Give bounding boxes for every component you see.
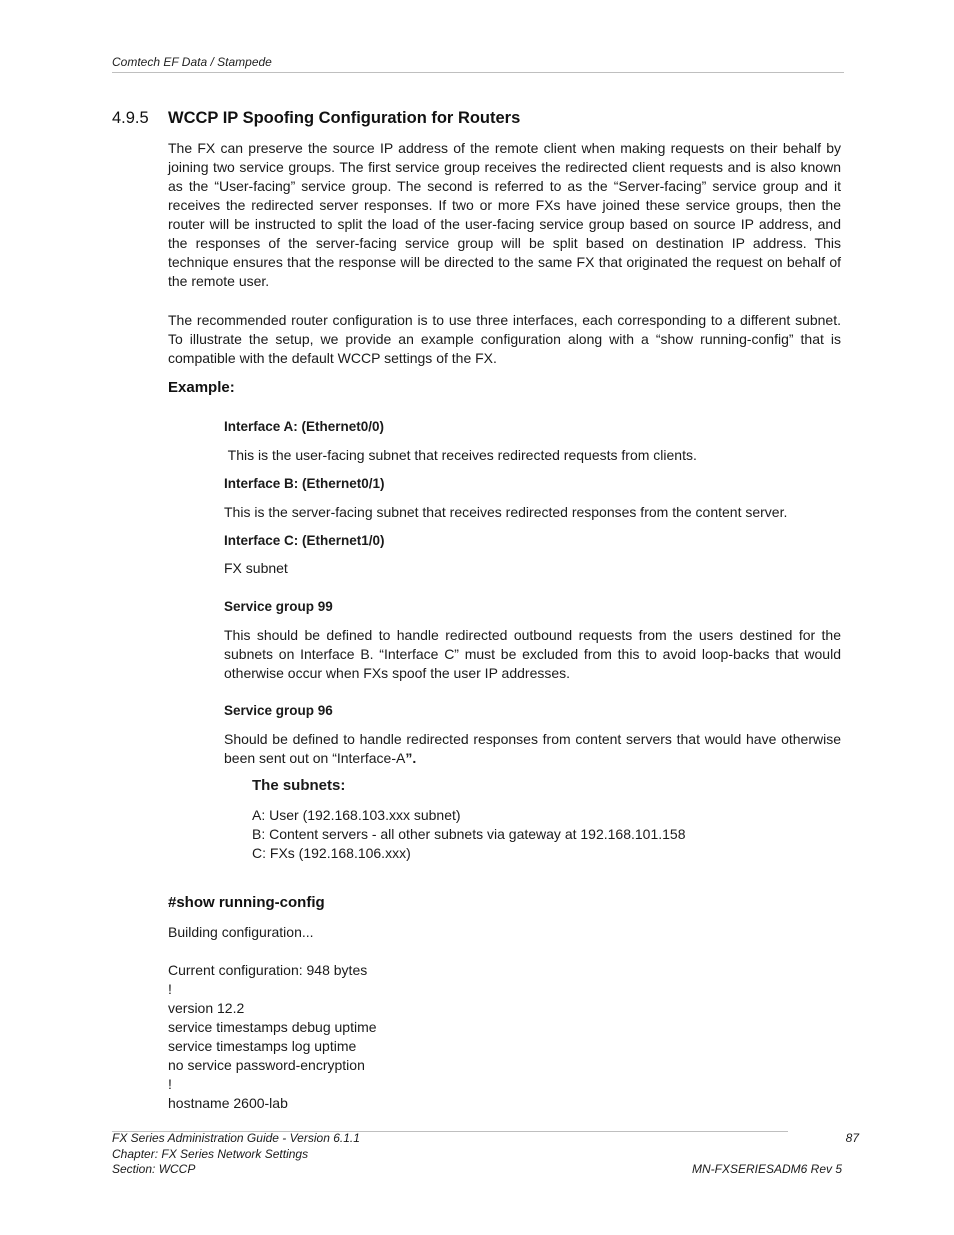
service-group-96-closing: ”.	[405, 750, 417, 766]
intro-paragraph: The FX can preserve the source IP address of the remote client when making requests on their behalf by joining two service groups. The first service group receives the redirected client requests and is also known as the “User-facing” service group. The second is referred to as the “Server-facing” service group and it receives the redirected server responses. If two or more FXs have joined these service groups, then the router will be instructed to split the load of the user-facing service group based on source IP address, and the responses of the server-facing service group will be split based on destination IP address. This technique ensures that the response will be directed to the same FX that originated the request on behalf of the remote user.	[168, 140, 841, 289]
document-id: MN-FXSERIESADM6 Rev 5	[691, 1162, 842, 1176]
footer-guide: FX Series Administration Guide - Version 6.1.1	[112, 1131, 360, 1145]
config-listing	[168, 923, 377, 1113]
service-group-96-title: Service group 96	[224, 703, 333, 718]
subnet-item: A: User (192.168.103.xxx subnet)	[252, 807, 461, 823]
service-group-99-title: Service group 99	[224, 599, 333, 614]
example-label: Example:	[168, 379, 235, 396]
config-line: Building configuration...	[168, 924, 314, 940]
setup-paragraph: The recommended router configuration is to use three interfaces, each corresponding to a different subnet. To illustrate the setup, we provide an example configuration along with a “show running-config” that is compatible with the default WCCP settings of the FX.	[168, 312, 841, 366]
footer-info	[112, 1131, 360, 1178]
section-heading	[112, 109, 520, 128]
config-line: !	[168, 1076, 172, 1092]
config-line	[168, 942, 377, 961]
subnet-item: C: FXs (192.168.106.xxx)	[252, 845, 411, 861]
config-line: version 12.2	[168, 1000, 245, 1016]
config-line: service timestamps log uptime	[168, 1038, 357, 1054]
service-group-96-text: Should be defined to handle redirected responses from content servers that would have otherwise been sent out on “Interface-A	[224, 731, 841, 766]
interface-b-title: Interface B: (Ethernet0/1)	[224, 476, 385, 491]
section-title: WCCP IP Spoofing Configuration for Routers	[168, 109, 521, 127]
running-header: Comtech EF Data / Stampede	[112, 55, 272, 69]
config-line: !	[168, 981, 172, 997]
interface-b-desc: This is the server-facing subnet that receives redirected responses from the content server.	[224, 504, 788, 520]
header-divider	[112, 72, 844, 73]
config-line: service timestamps debug uptime	[168, 1019, 377, 1035]
config-line: Current configuration: 948 bytes	[168, 962, 368, 978]
footer-chapter: Chapter: FX Series Network Settings	[112, 1146, 309, 1161]
subnet-item: B: Content servers - all other subnets via gateway at 192.168.101.158	[252, 826, 686, 842]
config-line: hostname 2600-lab	[168, 1095, 288, 1111]
section-number: 4.9.5	[112, 109, 149, 127]
show-running-config-label: #show running-config	[168, 894, 325, 911]
subnets-label: The subnets:	[252, 777, 346, 794]
interface-c-desc: FX subnet	[224, 560, 288, 576]
page-number: 87	[845, 1131, 859, 1145]
subnet-list	[252, 806, 686, 863]
service-group-99-desc: This should be defined to handle redirected outbound requests from the users destined for the subnets on Interface B. “Interface C” must be excluded from this to avoid loop-backs that would otherwise occur when FXs spoof the user IP addresses.	[224, 627, 841, 681]
interface-a-title: Interface A: (Ethernet0/0)	[224, 419, 385, 434]
service-group-96-desc	[224, 730, 841, 768]
config-line: no service password-encryption	[168, 1057, 365, 1073]
interface-c-title: Interface C: (Ethernet1/0)	[224, 533, 385, 548]
interface-a-desc: This is the user-facing subnet that receives redirected requests from clients.	[224, 447, 697, 463]
footer-section: Section: WCCP	[112, 1162, 196, 1176]
